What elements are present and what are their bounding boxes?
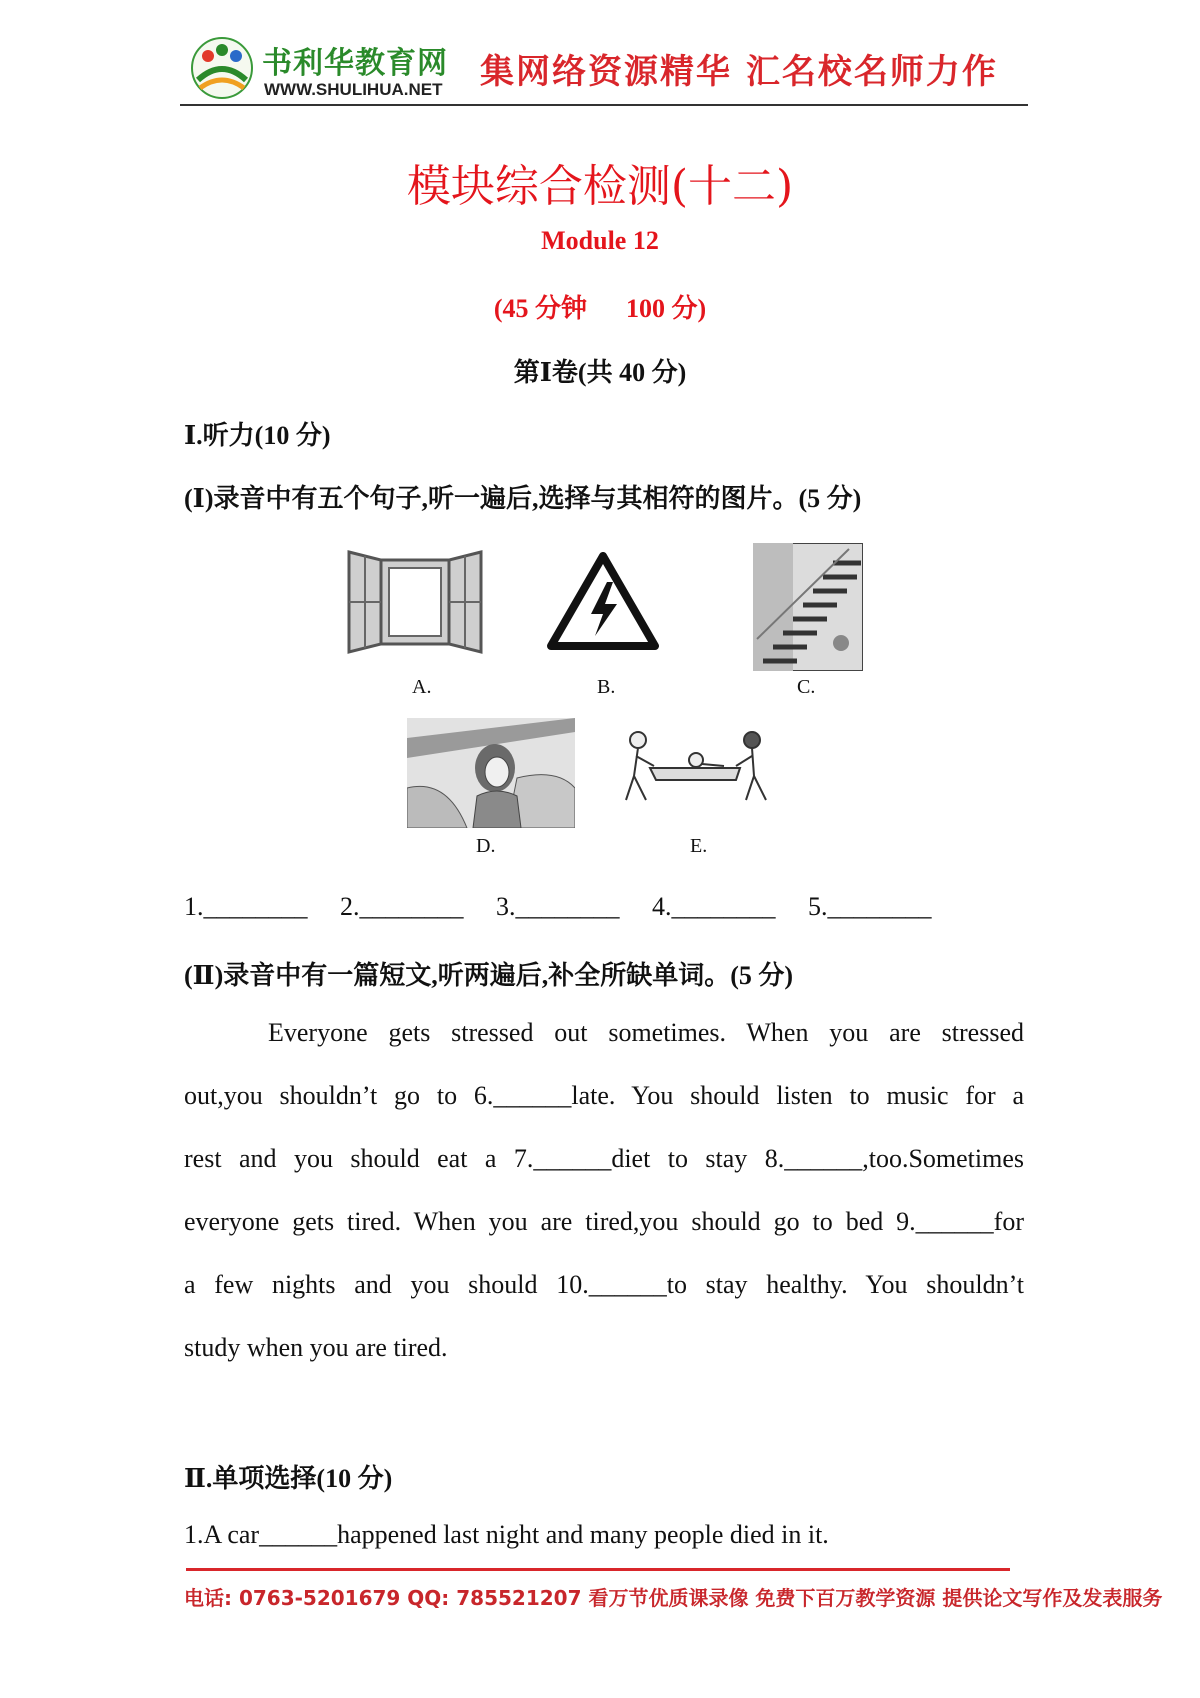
passage-line: study when you are tired. <box>184 1333 448 1362</box>
passage-line: a few nights and you should 10.______to stay healthy. You shouldn’t <box>184 1270 1024 1299</box>
passage-line: rest and you should eat a 7.______diet to stay 8.______,too.Sometimes <box>184 1144 1024 1173</box>
electric-warning-picture <box>547 552 659 652</box>
footer-divider <box>186 1568 1010 1571</box>
part1-instructions: (Ⅰ)录音中有五个句子,听一遍后,选择与其相符的图片。(5 分) <box>184 484 862 513</box>
footer-contact: 电话: 0763-5201679 QQ: 785521207 看万节优质课录像 免费下百万教学资源 提供论文写作及发表服务 <box>184 1586 1163 1610</box>
time-score: (45 分钟 100 分) <box>493 294 707 323</box>
site-url: WWW.SHULIHUA.NET <box>264 80 443 99</box>
answer-blanks <box>184 892 958 922</box>
picture-label-a: A. <box>412 676 432 698</box>
shulihua-logo-icon <box>190 36 254 100</box>
picture-label-d: D. <box>476 835 496 857</box>
staircase-picture <box>753 543 863 671</box>
picture-label-c: C. <box>797 676 816 698</box>
question-1: 1.A car______happened last night and many people died in it. <box>184 1520 829 1549</box>
stretcher-rescue-picture <box>620 726 780 812</box>
answer-blank[interactable]: 3.________ <box>496 892 620 921</box>
picture-label-b: B. <box>597 676 616 698</box>
section-single-choice-title: Ⅱ.单项选择(10 分) <box>184 1464 393 1493</box>
answer-blank[interactable]: 5.________ <box>808 892 932 921</box>
volume-heading: 第Ⅰ卷(共 40 分) <box>513 358 687 387</box>
site-name: 书利华教育网 <box>262 46 448 81</box>
section-listening-title: Ⅰ.听力(10 分) <box>184 421 331 450</box>
window-picture <box>345 548 485 656</box>
picture-label-e: E. <box>690 835 708 857</box>
passage-line: Everyone gets stressed out sometimes. When you are stressed <box>268 1018 1024 1047</box>
answer-blank[interactable]: 2.________ <box>340 892 464 921</box>
page-title: 模块综合检测(十二) <box>406 161 794 212</box>
header-slogan: 集网络资源精华 汇名校名师力作 <box>480 52 998 92</box>
module-subtitle: Module 12 <box>541 226 659 255</box>
answer-blank[interactable]: 4.________ <box>652 892 776 921</box>
passage-line: everyone gets tired. When you are tired,you should go to bed 9.______for <box>184 1207 1024 1236</box>
part2-instructions: (Ⅱ)录音中有一篇短文,听两遍后,补全所缺单词。(5 分) <box>184 961 794 990</box>
woman-in-car-picture <box>407 718 575 828</box>
page-header <box>180 30 1030 110</box>
answer-blank[interactable]: 1.________ <box>184 892 308 921</box>
passage-line: out,you shouldn’t go to 6.______late. You should listen to music for a <box>184 1081 1024 1110</box>
header-divider <box>180 104 1028 106</box>
